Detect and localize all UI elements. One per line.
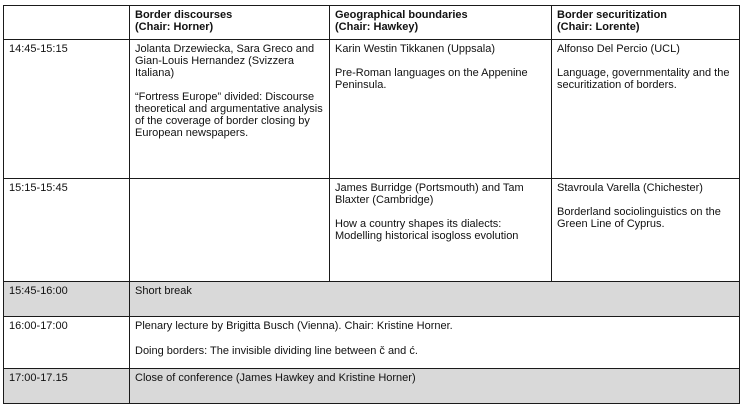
talk-title: How a country shapes its dialects: Modelling historical isogloss evolution xyxy=(335,218,519,242)
plenary-title: Doing borders: The invisible dividing line between č and ć. xyxy=(135,345,418,357)
conference-schedule-table xyxy=(3,5,740,404)
break-label: Short break xyxy=(130,282,740,317)
talk-title: Pre-Roman languages on the Appenine Peninsula. xyxy=(335,67,528,91)
talk-speakers: Alfonso Del Percio (UCL) xyxy=(557,43,680,55)
time-slot: 16:00-17:00 xyxy=(4,317,130,369)
talk-speakers: Stavroula Varella (Chichester) xyxy=(557,182,703,194)
time-slot: 15:45-16:00 xyxy=(4,282,130,317)
session-chair: (Chair: Horner) xyxy=(135,21,214,33)
plenary-speaker-line: Plenary lecture by Brigitta Busch (Vienna). Chair: Kristine Horner. xyxy=(135,320,453,332)
time-slot: 14:45-15:15 xyxy=(4,40,130,179)
close-label: Close of conference (James Hawkey and Kristine Horner) xyxy=(130,369,740,404)
plenary-cell xyxy=(130,317,740,369)
talk-cell xyxy=(130,40,330,179)
talk-cell xyxy=(330,179,552,282)
time-slot: 17:00-17.15 xyxy=(4,369,130,404)
talk-speakers: James Burridge (Portsmouth) and Tam Blaxter (Cambridge) xyxy=(335,182,524,206)
talk-cell xyxy=(330,40,552,179)
break-row xyxy=(4,282,740,317)
table-header-row xyxy=(4,6,740,40)
header-time-cell xyxy=(4,6,130,40)
talk-speakers: Jolanta Drzewiecka, Sara Greco and Gian-Louis Hernandez (Svizzera Italiana) xyxy=(135,43,315,79)
header-border-securitization xyxy=(552,6,740,40)
empty-talk-cell xyxy=(130,179,330,282)
talk-title: “Fortress Europe” divided: Discourse theoretical and argumentative analysis of the coverage of border closing by European newspapers. xyxy=(135,91,323,139)
session-title: Geographical boundaries xyxy=(335,9,468,21)
close-row xyxy=(4,369,740,404)
header-geographical-boundaries xyxy=(330,6,552,40)
session-chair: (Chair: Lorente) xyxy=(557,21,640,33)
table-row xyxy=(4,179,740,282)
header-border-discourses xyxy=(130,6,330,40)
talk-title: Language, governmentality and the securitization of borders. xyxy=(557,67,730,91)
table-row xyxy=(4,40,740,179)
time-slot: 15:15-15:45 xyxy=(4,179,130,282)
talk-cell xyxy=(552,40,740,179)
session-chair: (Chair: Hawkey) xyxy=(335,21,419,33)
session-title: Border discourses xyxy=(135,9,233,21)
session-title: Border securitization xyxy=(557,9,668,21)
talk-cell xyxy=(552,179,740,282)
talk-speakers: Karin Westin Tikkanen (Uppsala) xyxy=(335,43,495,55)
plenary-row xyxy=(4,317,740,369)
talk-title: Borderland sociolinguistics on the Green Line of Cyprus. xyxy=(557,206,721,230)
